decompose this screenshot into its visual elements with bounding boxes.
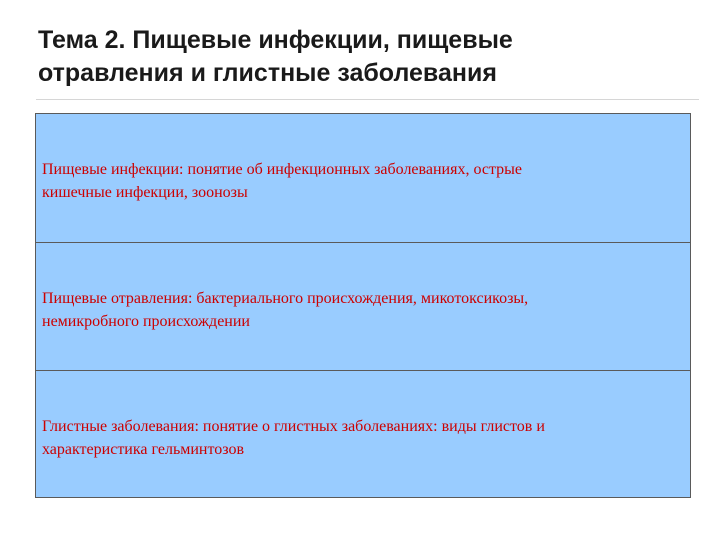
- slide-title: [38, 24, 678, 90]
- slide-title-line-1: Тема 2. Пищевые инфекции, пищевые: [38, 26, 513, 54]
- topic-row-helminth-diseases: [36, 370, 690, 497]
- topic-text-line-2: характеристика гельминтозов: [42, 441, 245, 458]
- topic-text-line-2: немикробного происхождении: [42, 313, 250, 330]
- topic-row-food-poisoning: [36, 242, 690, 370]
- topic-text-line-2: кишечные инфекции, зоонозы: [42, 184, 248, 201]
- topic-text-line-1: Глистные заболевания: понятие о глистных заболеваниях: виды глистов и: [42, 418, 545, 435]
- slide-title-line-2: отравления и глистные заболевания: [38, 59, 497, 87]
- topic-text-line-1: Пищевые инфекции: понятие об инфекционных заболеваниях, острые: [42, 161, 522, 178]
- title-divider: [36, 99, 699, 100]
- topic-text-line-1: Пищевые отравления: бактериального происхождения, микотоксикозы,: [42, 290, 529, 307]
- topic-row-food-infections: [36, 114, 690, 242]
- topics-table: [35, 113, 691, 498]
